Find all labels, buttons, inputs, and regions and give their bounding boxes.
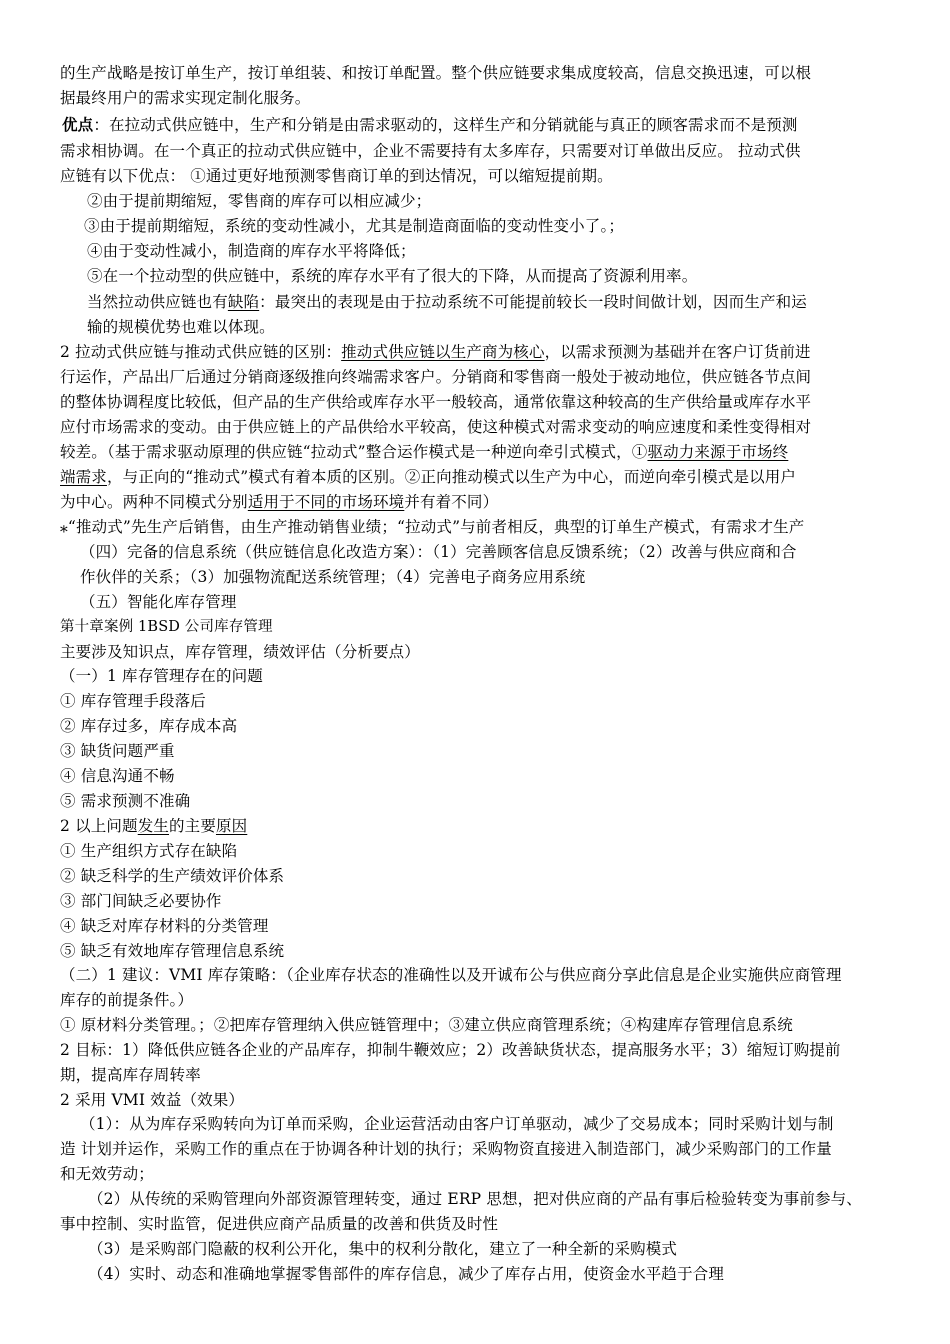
benefit-4: （4）实时、动态和准确地掌握零售部件的库存信息，减少了库存占用，使资金水平趋于合理 xyxy=(88,1265,725,1283)
smart-inventory-heading: （五）智能化库存管理 xyxy=(80,593,237,611)
diff-underlined-5: 驱动力来源于市场终 xyxy=(647,443,789,461)
benefit-2-line-1: （2）从传统的采购管理向外部资源管理转变，通过 ERP 思想，把对供应商的产品有事后检验转变为事前参与、 xyxy=(88,1190,862,1208)
diff-text-5: 较差。（基于需求驱动原理的供应链“拉动式”整合运作模式是一种逆向牵引式模式，① xyxy=(60,443,648,461)
diff-line-4: 应付市场需求的变动。由于供应链上的产品供给水平较高，使这种模式对需求变动的响应速度和柔性变得相对 xyxy=(60,418,812,436)
problem-item: ② 库存过多，库存成本高 xyxy=(60,717,238,735)
advantage-item-4: ④由于变动性减小，制造商的库存水平将降低； xyxy=(87,242,416,260)
benefit-3: （3）是采购部门隐蔽的权利公开化，集中的权利分散化，建立了一种全新的采购模式 xyxy=(88,1240,678,1258)
suggestion-steps: ① 原材料分类管理。；②把库存管理纳入供应链管理中；③建立供应商管理系统；④构建库存管理信息系统 xyxy=(60,1016,793,1034)
suggestion-line-2: 库存的前提条件。） xyxy=(60,991,194,1009)
diff-line-3: 的整体协调程度比较低，但产品的生产供给或库存水平一般较高，通常依靠这种较高的生产供给量或库存水平 xyxy=(60,393,812,411)
causes-heading-pre: 2 以上问题 xyxy=(60,817,138,835)
diff-line-5 xyxy=(60,441,788,463)
case-title: 第十章案例 1BSD 公司库存管理 xyxy=(60,619,273,635)
advantages-line-1 xyxy=(62,114,798,136)
defect-word: 缺陷 xyxy=(227,293,260,311)
info-system-line-1: （四）完备的信息系统（供应链信息化改造方案）：（1）完善顾客信息反馈系统；（2）改善与供应商和合 xyxy=(80,543,797,561)
advantages-label: 优点 xyxy=(62,115,94,134)
diff-text-7a: 为中心。两种不同模式分别 xyxy=(60,493,248,511)
defect-pre: 当然拉动供应链也有 xyxy=(87,293,228,311)
advantage-item-5: ⑤在一个拉动型的供应链中，系统的库存水平有了很大的下降，从而提高了资源利用率。 xyxy=(87,267,698,285)
causes-heading-u1: 发生 xyxy=(137,817,170,835)
cause-item: ① 生产组织方式存在缺陷 xyxy=(60,842,238,860)
advantage-item-2: ②由于提前期缩短，零售商的库存可以相应减少； xyxy=(87,192,432,210)
diff-line-7 xyxy=(60,491,498,513)
benefits-heading: 2 采用 VMI 效益（效果） xyxy=(60,1091,245,1109)
cause-item: ④ 缺乏对库存材料的分类管理 xyxy=(60,917,269,935)
advantage-item-3: ③由于提前期缩短，系统的变动性减小，尤其是制造商面临的变动性变小了。； xyxy=(84,217,625,235)
advantages-line-3: 应链有以下优点： ①通过更好地预测零售商订单的到达情况，可以缩短提前期。 xyxy=(60,167,613,185)
diff-underlined-6: 端需求 xyxy=(60,468,107,486)
problem-item: ⑤ 需求预测不准确 xyxy=(60,792,191,810)
diff-text-6: ，与正向的“推动式”模式有着本质的区别。②正向推动模式以生产为中心，而逆向牵引模式是以用户 xyxy=(106,468,797,486)
intro-line-2: 据最终用户的需求实现定制化服务。 xyxy=(60,89,311,107)
defect-post: ：最突出的表现是由于拉动系统不可能提前较长一段时间做计划，因而生产和运 xyxy=(259,293,807,311)
diff-line-2: 行运作，产品出厂后通过分销商逐级推向终端需求客户。分销商和零售商一般处于被动地位，供应链各节点间 xyxy=(60,368,812,386)
benefit-1-line-1: （1）：从为库存采购转向为订单而采购，企业运营活动由客户订单驱动，减少了交易成本；同时采购计划与制 xyxy=(80,1115,834,1133)
diff-line-1 xyxy=(60,341,811,363)
diff-underlined-1: 推动式供应链以生产商为核心 xyxy=(341,343,545,361)
defect-line-1 xyxy=(87,291,807,313)
diff-line-6 xyxy=(60,466,796,488)
benefit-1-line-2: 造 计划并运作，采购工作的重点在于协调各种计划的执行；采购物资直接进入制造部门，减少采购部门的工作量 xyxy=(60,1140,832,1158)
problems-heading: （一）1 库存管理存在的问题 xyxy=(60,667,263,685)
diff-underlined-7: 适用于不同的市场环境 xyxy=(247,493,405,511)
problem-item: ① 库存管理手段落后 xyxy=(60,692,206,710)
advantages-text: ：在拉动式供应链中，生产和分销是由需求驱动的，这样生产和分销就能与真正的顾客需求而不是预测 xyxy=(93,116,798,134)
causes-heading-u2: 原因 xyxy=(215,817,248,835)
benefit-1-line-3: 和无效劳动； xyxy=(60,1165,154,1183)
diff-text-7b: 并有着不同） xyxy=(404,493,499,511)
intro-line-1: 的生产战略是按订单生产，按订单组装、和按订单配置。整个供应链要求集成度较高，信息交换迅速，可以根 xyxy=(60,64,812,82)
cause-item: ② 缺乏科学的生产绩效评价体系 xyxy=(60,867,285,885)
goals-line-1: 2 目标：1）降低供应链各企业的产品库存，抑制牛鞭效应；2）改善缺货状态，提高服务水平；3）缩短订购提前 xyxy=(60,1041,841,1059)
cause-item: ⑤ 缺乏有效地库存管理信息系统 xyxy=(60,942,285,960)
suggestion-line-1: （二）1 建议：VMI 库存策略：（企业库存状态的准确性以及开诚布公与供应商分享此信息是企业实施供应商管理 xyxy=(60,966,842,984)
causes-heading-mid: 的主要 xyxy=(169,817,216,835)
problem-item: ④ 信息沟通不畅 xyxy=(60,767,175,785)
info-system-line-2: 作伙伴的关系；（3）加强物流配送系统管理；（4）完善电子商务应用系统 xyxy=(80,568,586,586)
causes-heading xyxy=(60,815,247,837)
diff-heading: 2 拉动式供应链与推动式供应链的区别： xyxy=(60,343,342,361)
knowledge-points: 主要涉及知识点，库存管理，绩效评估（分析要点） xyxy=(60,643,420,661)
push-pull-note: ⁎“推动式”先生产后销售，由生产推动销售业绩；“拉动式”与前者相反，典型的订单生产模式，有需求才生产 xyxy=(60,518,805,536)
benefit-2-line-2: 事中控制、实时监管，促进供应商产品质量的改善和供货及时性 xyxy=(60,1215,499,1233)
diff-text-1: ，以需求预测为基础并在客户订货前进 xyxy=(544,343,811,361)
goals-line-2: 期，提高库存周转率 xyxy=(60,1066,201,1084)
cause-item: ③ 部门间缺乏必要协作 xyxy=(60,892,222,910)
advantages-line-2: 需求相协调。在一个真正的拉动式供应链中，企业不需要持有太多库存，只需要对订单做出反应。 拉动式供 xyxy=(60,142,801,160)
defect-line-2: 输的规模优势也难以体现。 xyxy=(87,318,275,336)
problem-item: ③ 缺货问题严重 xyxy=(60,742,175,760)
